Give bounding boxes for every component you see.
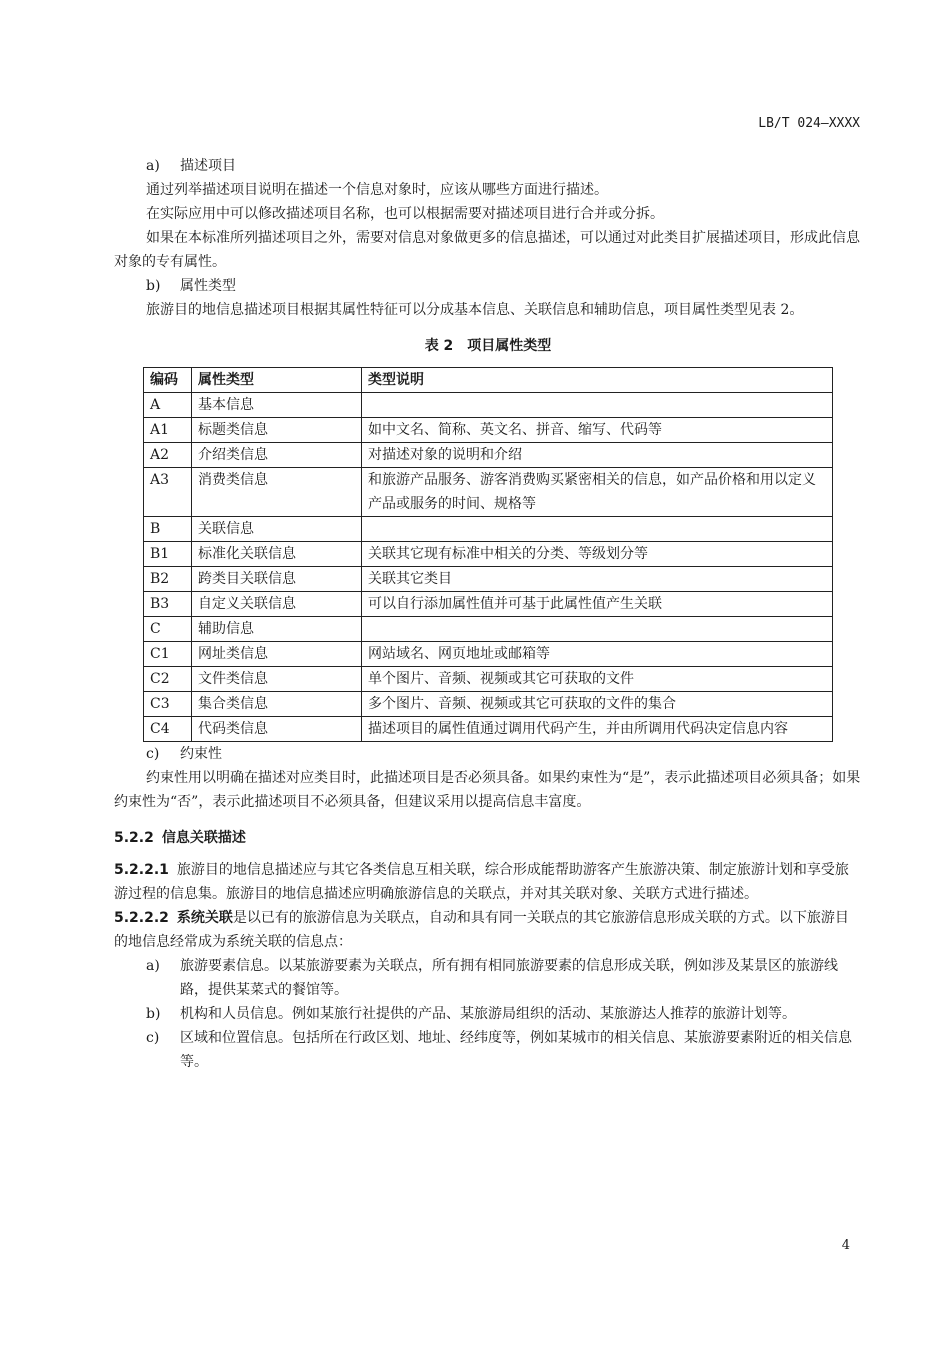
item-marker: a) <box>146 158 160 174</box>
cell-type: 跨类目关联信息 <box>192 567 362 592</box>
cell-code: B2 <box>144 567 192 592</box>
cell-code: B1 <box>144 542 192 567</box>
page-content <box>114 154 862 1074</box>
section-title: 信息关联描述 <box>161 830 246 846</box>
cell-desc: 对描述对象的说明和介绍 <box>362 443 833 468</box>
cell-type: 文件类信息 <box>192 667 362 692</box>
cell-desc <box>362 617 833 642</box>
item-marker: c) <box>146 746 160 762</box>
cell-desc: 多个图片、音频、视频或其它可获取的文件的集合 <box>362 692 833 717</box>
list-text: 旅游要素信息。以某旅游要素为关联点，所有拥有相同旅游要素的信息形成关联，例如涉及某景区的旅游线路，提供某菜式的餐馆等。 <box>180 958 838 998</box>
table-row <box>144 542 833 567</box>
list-text: 机构和人员信息。例如某旅行社提供的产品、某旅游局组织的活动、某旅游达人推荐的旅游计划等。 <box>180 1006 796 1022</box>
list-item <box>114 1026 862 1074</box>
item-label-text: 描述项目 <box>180 158 236 174</box>
clause-paragraph <box>114 906 862 954</box>
table-row <box>144 567 833 592</box>
cell-desc: 网站域名、网页地址或邮箱等 <box>362 642 833 667</box>
cell-type: 标题类信息 <box>192 418 362 443</box>
table-row <box>144 418 833 443</box>
cell-type: 代码类信息 <box>192 717 362 742</box>
section-number: 5.2.2 <box>114 830 154 846</box>
table-row <box>144 667 833 692</box>
page-number: 4 <box>841 1238 850 1253</box>
cell-code: C1 <box>144 642 192 667</box>
cell-type: 基本信息 <box>192 393 362 418</box>
cell-desc: 单个图片、音频、视频或其它可获取的文件 <box>362 667 833 692</box>
cell-desc: 描述项目的属性值通过调用代码产生，并由所调用代码决定信息内容 <box>362 717 833 742</box>
column-header-type: 属性类型 <box>192 368 362 393</box>
cell-type: 标准化关联信息 <box>192 542 362 567</box>
table-row <box>144 692 833 717</box>
cell-type: 关联信息 <box>192 517 362 542</box>
cell-type: 辅助信息 <box>192 617 362 642</box>
clause-text: 旅游目的地信息描述应与其它各类信息互相关联，综合形成能帮助游客产生旅游决策、制定旅游计划和享受旅游过程的信息集。旅游目的地信息描述应明确旅游信息的关联点，并对其关联对象、关联方式进行描述。 <box>114 862 849 902</box>
item-label-b <box>114 274 862 298</box>
table-row <box>144 592 833 617</box>
cell-type: 自定义关联信息 <box>192 592 362 617</box>
table-row <box>144 468 833 517</box>
item-label-c <box>114 742 862 766</box>
cell-code: C4 <box>144 717 192 742</box>
table-row <box>144 517 833 542</box>
cell-desc <box>362 517 833 542</box>
cell-code: C <box>144 617 192 642</box>
table-row <box>144 617 833 642</box>
clause-number: 5.2.2.2 <box>114 910 169 926</box>
cell-type: 消费类信息 <box>192 468 362 517</box>
clause-number: 5.2.2.1 <box>114 862 169 878</box>
paragraph: 旅游目的地信息描述项目根据其属性特征可以分成基本信息、关联信息和辅助信息，项目属性类型见表 2。 <box>146 302 804 318</box>
paragraph: 通过列举描述项目说明在描述一个信息对象时，应该从哪些方面进行描述。 <box>146 182 608 198</box>
table-row <box>144 642 833 667</box>
column-header-desc: 类型说明 <box>362 368 833 393</box>
clause-term: 系统关联 <box>176 910 233 926</box>
list-item <box>114 1002 862 1026</box>
cell-code: B <box>144 517 192 542</box>
table-caption: 表 2 项目属性类型 <box>424 338 552 354</box>
cell-code: A <box>144 393 192 418</box>
cell-type: 介绍类信息 <box>192 443 362 468</box>
cell-desc: 和旅游产品服务、游客消费购买紧密相关的信息，如产品价格和用以定义产品或服务的时间、规格等 <box>362 468 833 517</box>
table-row <box>144 443 833 468</box>
cell-type: 集合类信息 <box>192 692 362 717</box>
item-marker: b) <box>146 278 161 294</box>
item-label-a <box>114 154 862 178</box>
cell-code: C2 <box>144 667 192 692</box>
cell-code: A2 <box>144 443 192 468</box>
list-text: 区域和位置信息。包括所在行政区划、地址、经纬度等，例如某城市的相关信息、某旅游要素附近的相关信息等。 <box>180 1030 852 1070</box>
cell-code: A1 <box>144 418 192 443</box>
table-header-row <box>144 368 833 393</box>
cell-code: A3 <box>144 468 192 517</box>
list-item <box>114 954 862 1002</box>
cell-desc: 关联其它现有标准中相关的分类、等级划分等 <box>362 542 833 567</box>
cell-desc <box>362 393 833 418</box>
table-row <box>144 717 833 742</box>
list-marker: c) <box>146 1030 160 1046</box>
clause-paragraph <box>114 858 862 906</box>
table-row <box>144 393 833 418</box>
attribute-type-table <box>143 367 833 742</box>
paragraph: 约束性用以明确在描述对应类目时，此描述项目是否必须具备。如果约束性为“是”，表示此描述项目必须具备；如果约束性为“否”，表示此描述项目不必须具备，但建议采用以提高信息丰富度。 <box>114 770 861 810</box>
document-code: LB/T 024—XXXX <box>758 116 860 131</box>
item-label-text: 属性类型 <box>180 278 236 294</box>
list-marker: b) <box>146 1006 161 1022</box>
column-header-code: 编码 <box>144 368 192 393</box>
list-marker: a) <box>146 958 160 974</box>
cell-desc: 关联其它类目 <box>362 567 833 592</box>
cell-desc: 如中文名、简称、英文名、拼音、缩写、代码等 <box>362 418 833 443</box>
paragraph: 在实际应用中可以修改描述项目名称，也可以根据需要对描述项目进行合并或分拆。 <box>146 206 664 222</box>
section-heading <box>114 826 862 850</box>
item-label-text: 约束性 <box>180 746 222 762</box>
cell-type: 网址类信息 <box>192 642 362 667</box>
cell-desc: 可以自行添加属性值并可基于此属性值产生关联 <box>362 592 833 617</box>
cell-code: B3 <box>144 592 192 617</box>
paragraph: 如果在本标准所列描述项目之外，需要对信息对象做更多的信息描述，可以通过对此类目扩展描述项目，形成此信息对象的专有属性。 <box>114 230 860 270</box>
clause-text: 是以已有的旅游信息为关联点，自动和具有同一关联点的其它旅游信息形成关联的方式。以下旅游目的地信息经常成为系统关联的信息点： <box>114 910 849 950</box>
cell-code: C3 <box>144 692 192 717</box>
